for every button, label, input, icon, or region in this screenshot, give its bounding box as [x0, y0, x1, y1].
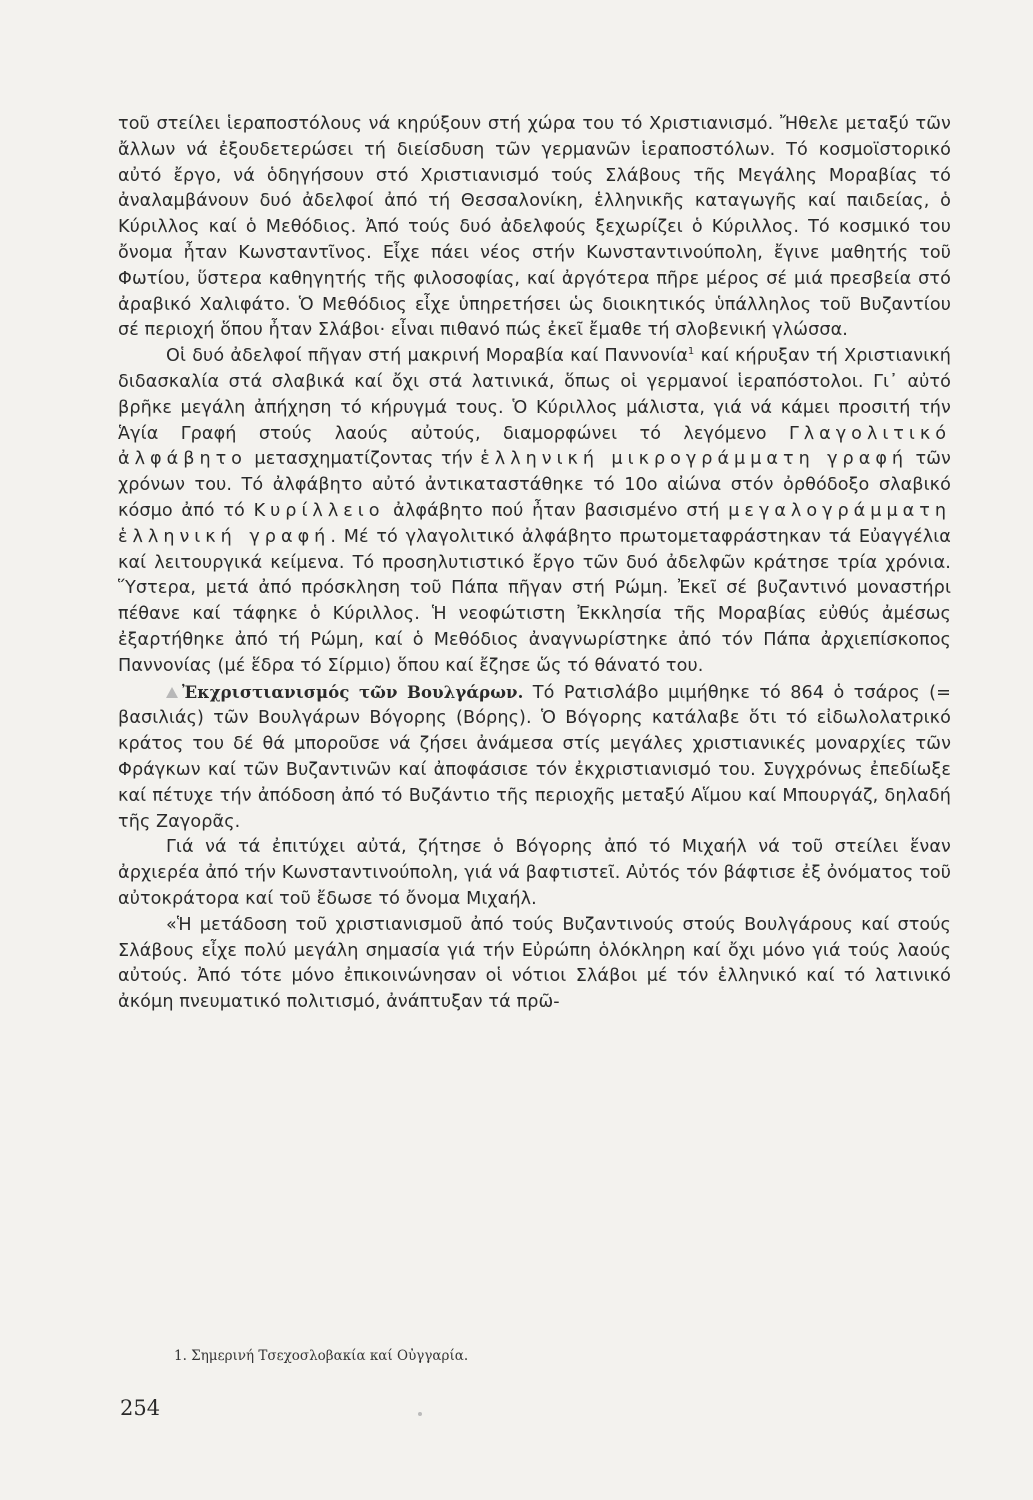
text-run: καί κήρυξαν τή Χριστιανική διδασκαλία στά σλαβικά καί ὄχι στά λατινικά, ὅπως οἱ γερμανοί ἱεραπόστολοι. Γι᾽ αὐτό βρῆκε μεγάλη ἀπήχηση τό κήρυγμά τους. Ὁ Κύριλλος μάλιστα, γιά νά κάμει προσιτή τήν Ἁγία Γραφή στούς λαούς αὐτούς, διαμορφώνει τό λεγόμενο — [118, 346, 951, 444]
page-number: 254 — [120, 1396, 161, 1420]
text-run: μετασχηματίζοντας τήν — [246, 449, 481, 470]
footnote: 1. Σημερινή Τσεχοσλοβακία καί Οὐγγαρία. — [174, 1348, 469, 1364]
text-run: Οἱ δυό ἀδελφοί πῆγαν στή μακρινή Μοραβία καί Παννονία — [166, 346, 688, 367]
text-run: . Μέ τό γλαγολιτικό ἀλφάβητο πρωτομεταφράστηκαν τά Εὐαγγέλια καί λειτουργικά κείμενα. Τό προσηλυτιστικό ἔργο τῶν δυό ἀδελφῶν κράτησε τρία χρόνια. Ὕστερα, μετά ἀπό πρόσκληση τοῦ Πάπα πῆγαν στή Ρώμη. Ἐκεῖ σέ βυζαντινό μοναστήρι πέθανε καί τάφηκε ὁ Κύριλλος. Ἡ νεοφώτιστη Ἐκκλησία τῆς Μοραβίας εὐθύς ἀμέσως ἐξαρτήθηκε ἀπό τή Ρώμη, καί ὁ Μεθόδιος ἀναγνωρίστηκε ἀπό τόν Πάπα ἀρχιεπίσκοπος Παννονίας (μέ ἕδρα τό Σίρμιο) ὅπου καί ἔζησε ὥς τό θάνατό του. — [118, 526, 951, 676]
paragraph-3 — [118, 680, 951, 836]
page-body — [118, 112, 951, 1016]
main-text — [118, 112, 951, 1016]
text-run: Τό Ρατισλάβο μιμήθηκε τό 864 ὁ τσάρος (= βασιλιάς) τῶν Βουλγάρων Βόγορης (Βόρης). Ὁ Βόγορης κατάλαβε ὅτι τό εἰδωλολατρικό κράτος του δέ θά μποροῦσε νά ζήσει ἀνάμεσα στίς μεγάλες χριστιανικές μοναρχίες τῶν Φράγκων καί τῶν Βυζαντινῶν καί ἀποφάσισε τόν ἐκχριστιανισμό του. Συγχρόνως ἐπεδίωξε καί πέτυχε τήν ἀπόδοση ἀπό τό Βυζάντιο τῆς περιοχῆς μεταξύ Αἵμου καί Μπουργάζ, δηλαδή τῆς Ζαγορᾶς. — [118, 682, 951, 832]
footnote-marker: 1 — [687, 346, 695, 358]
print-speck — [418, 1412, 422, 1416]
spaced-term-minuscule: ἑλληνική μικρογράμματη γραφή — [480, 449, 909, 470]
section-marker-icon — [166, 687, 178, 698]
text-run: τῶν χρόνων του. Τό ἀλφάβητο αὐτό ἀντικαταστάθηκε τό 10ο αἰώνα στόν ὀρθόδοξο σλαβικό κόσμο ἀπό τό — [118, 449, 951, 521]
paragraph-4: Γιά νά τά ἐπιτύχει αὐτά, ζήτησε ὁ Βόγορης ἀπό τό Μιχαήλ νά τοῦ στείλει ἕναν ἀρχιερέα ἀπό τήν Κωνσταντινούπολη, γιά νά βαφτιστεῖ. Αὐτός τόν βάφτισε ἐξ ὀνόματος τοῦ αὐτοκράτορα καί τοῦ ἔδωσε τό ὄνομα Μιχαήλ. — [118, 837, 951, 909]
spaced-term-glagolitic: Γλαγολιτικό ἀλφάβητο — [118, 423, 951, 470]
paragraph-2 — [118, 344, 951, 679]
text-run: ἀλφάβητο πού ἦταν βασισμένο στή — [384, 500, 729, 521]
paragraph-5: «Ἡ μετάδοση τοῦ χριστιανισμοῦ ἀπό τούς Βυζαντινούς στούς Βουλγάρους καί στούς Σλάβους εἶχε πολύ μεγάλη σημασία γιά τήν Εὐρώπη ὁλόκληρη καί ὄχι μόνο γιά τούς λαούς αὐτούς. Ἀπό τότε μόνο ἐπικοινώνησαν οἱ νότιοι Σλάβοι μέ τόν ἑλληνικό καί τό λατινικό ἀκόμη πνευματικό πολιτισμό, ἀνάπτυξαν τά πρῶ- — [118, 914, 951, 1013]
spaced-term-majuscule: μεγαλογράμματη ἑλληνική γραφή — [118, 500, 951, 547]
paragraph-1: τοῦ στείλει ἱεραποστόλους νά κηρύξουν στή χώρα του τό Χριστιανισμό. Ἤθελε μεταξύ τῶν ἄλλων νά ἐξουδετερώσει τή διείσδυση τῶν γερμανῶν ἱεραποστόλων. Τό κοσμοϊστορικό αὐτό ἔργο, νά ὁδηγήσουν στό Χριστιανισμό τούς Σλάβους τῆς Μεγάλης Μοραβίας τό ἀναλαμβάνουν δυό ἀδελφοί ἀπό τή Θεσσαλονίκη, ἑλληνικῆς καταγωγῆς καί παιδείας, ὁ Κύριλλος καί ὁ Μεθόδιος. Ἀπό τούς δυό ἀδελφούς ξεχωρίζει ὁ Κύριλλος. Τό κοσμικό του ὄνομα ἦταν Κωνσταντῖνος. Εἶχε πάει νέος στήν Κωνσταντινούπολη, ἔγινε μαθητής τοῦ Φωτίου, ὕστερα καθηγητής τῆς φιλοσοφίας, καί ἀργότερα πῆρε μέρος σέ μιά πρεσβεία στό ἀραβικό Χαλιφάτο. Ὁ Μεθόδιος εἶχε ὑπηρετήσει ὡς διοικητικός ὑπάλληλος τοῦ Βυζαντίου σέ περιοχή ὅπου ἦταν Σλάβοι· εἶναι πιθανό πώς ἐκεῖ ἔμαθε τή σλοβενική γλώσσα. — [118, 114, 951, 341]
spaced-term-cyrillic: Κυρίλλειο — [253, 500, 385, 521]
section-heading: Ἐκχριστιανισμός τῶν Βουλγάρων. — [182, 682, 524, 702]
